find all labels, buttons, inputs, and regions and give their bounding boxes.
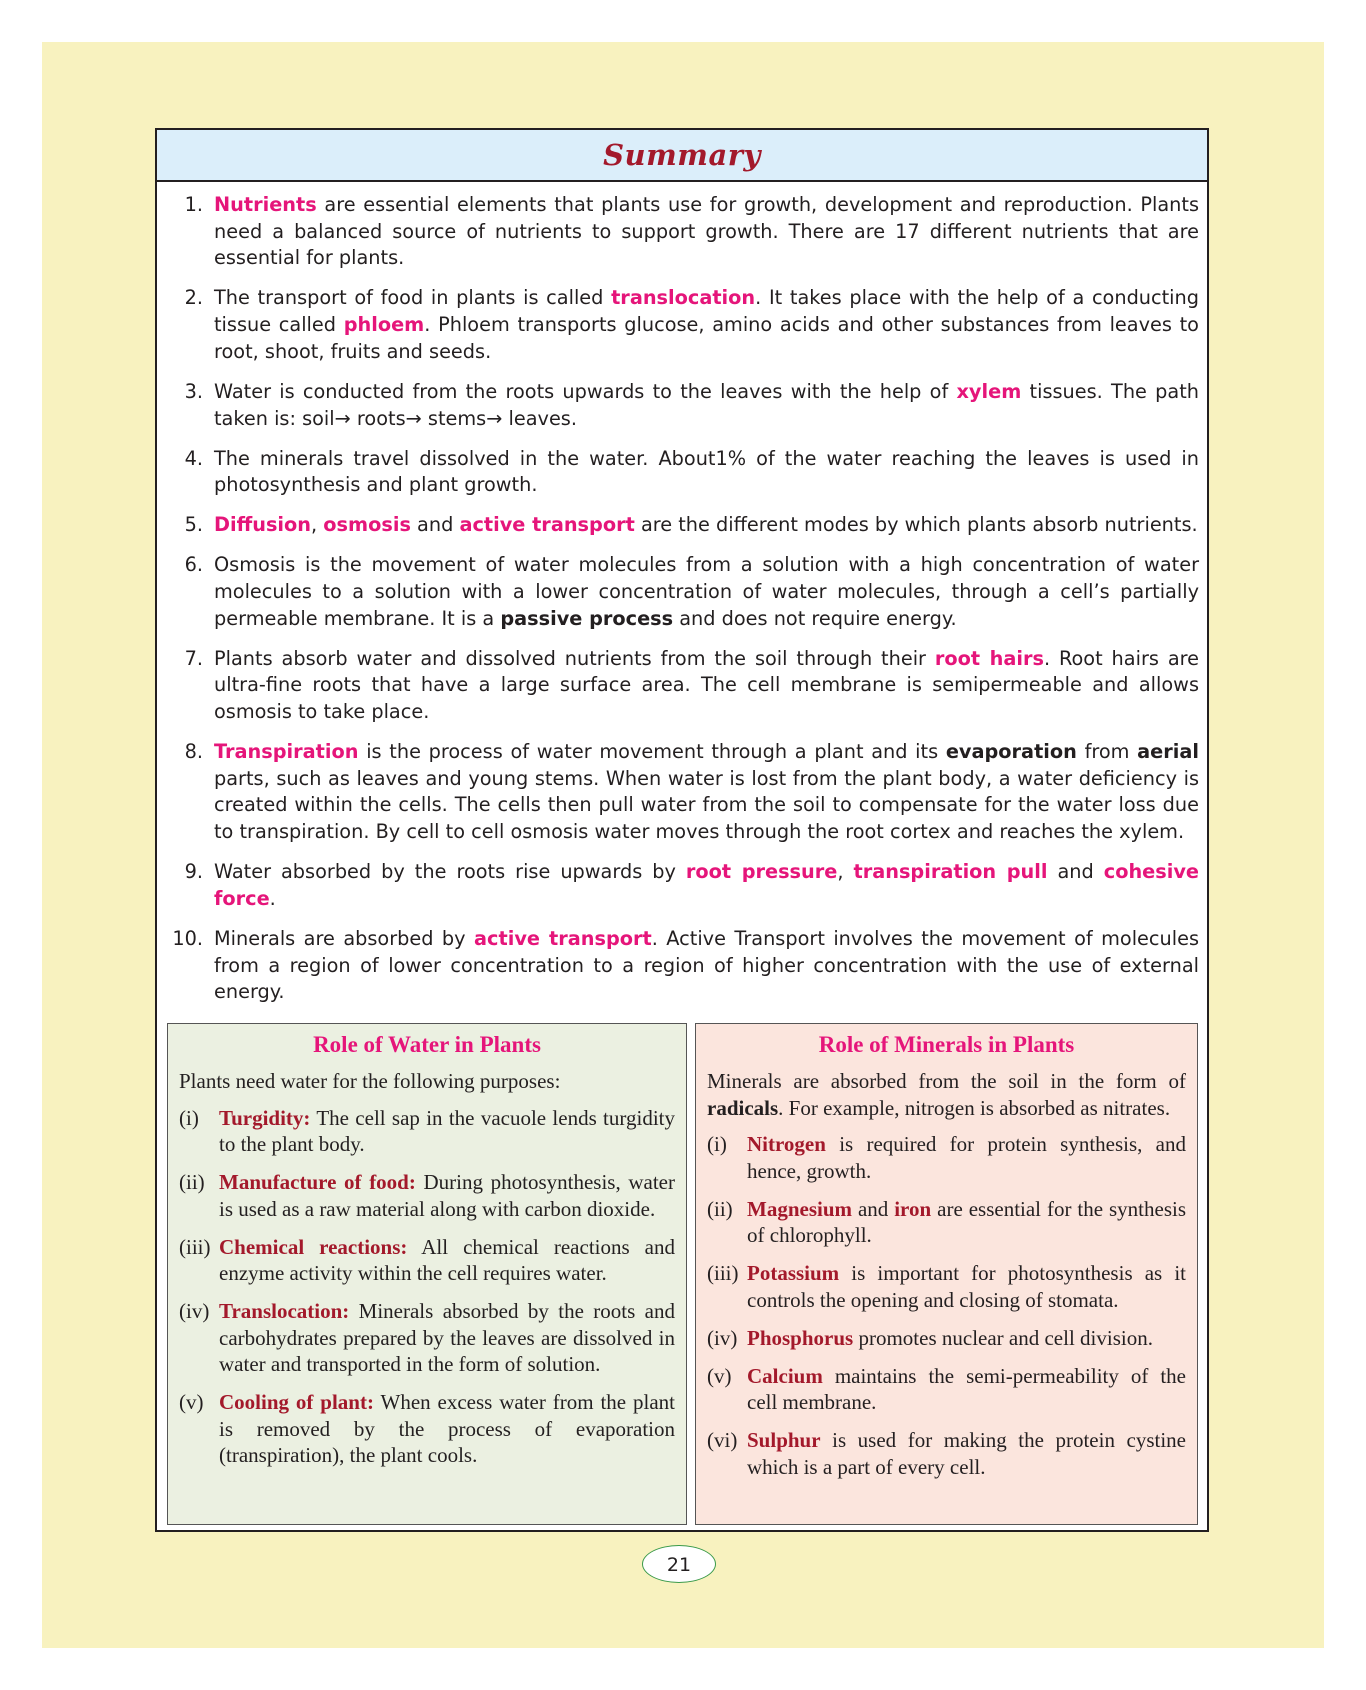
body-text: Minerals are absorbed by (214, 926, 475, 950)
body-text: and does not require energy. (673, 606, 957, 630)
roman-numeral: (iv) (179, 1299, 210, 1323)
roman-numeral: (iii) (179, 1234, 211, 1259)
key-term: Potassium (747, 1261, 840, 1285)
key-term: active transport (474, 926, 652, 950)
key-term: Chemical reactions: (219, 1234, 408, 1259)
water-box-heading: Role of Water in Plants (313, 1032, 541, 1057)
item-number: 3. (184, 379, 203, 403)
key-term: Magnesium (747, 1196, 852, 1221)
minerals-box-heading: Role of Minerals in Plants (818, 1032, 1075, 1057)
body-text: Plants absorb water and dissolved nutrients from the soil through their (214, 646, 935, 670)
roman-numeral: (v) (707, 1363, 732, 1388)
summary-item (167, 739, 1199, 846)
roman-numeral: (i) (179, 1105, 199, 1130)
body-text: from (1076, 740, 1138, 764)
body-text: Water absorbed by the roots rise upwards by (214, 860, 686, 884)
role-item (707, 1325, 1186, 1352)
key-term: Sulphur (747, 1428, 821, 1452)
summary-list (157, 182, 1207, 1006)
role-item (179, 1234, 675, 1287)
body-text: and (410, 513, 460, 537)
role-item (707, 1260, 1186, 1313)
roman-numeral: (v) (179, 1390, 204, 1414)
roman-numeral: (iv) (707, 1325, 738, 1350)
body-text: . Root hairs are ultra-fine roots that have a large surface area. The cell membrane is semipermeable and allows osmosis to take place. (214, 646, 1199, 724)
key-term: Transpiration (214, 740, 359, 764)
role-item (707, 1363, 1186, 1416)
water-role-box (167, 1023, 687, 1525)
key-term: Phosphorus (747, 1325, 854, 1350)
key-term: Nutrients (214, 193, 317, 216)
bold-term: aerial (1137, 740, 1199, 764)
summary-item (167, 646, 1199, 726)
key-term: Manufacture of food: (219, 1170, 416, 1194)
key-term: active transport (459, 513, 635, 537)
minerals-role-list (707, 1131, 1186, 1480)
body-text: . For example, nitrogen is absorbed as nitrates. (778, 1095, 1171, 1120)
body-text: is important for photosynthesis as it controls the opening and closing of stomata. (747, 1261, 1186, 1312)
summary-item (167, 285, 1199, 365)
key-term: xylem (956, 379, 1022, 403)
body-text: . Phloem transports glucose, amino acids and other substances from leaves to root, shoot, fruits and seeds. (214, 313, 1199, 363)
key-term: Turgidity: (219, 1105, 311, 1130)
role-item (179, 1105, 675, 1158)
key-term: root hairs (934, 646, 1044, 670)
body-text: are essential for the synthesis of chlorophyll. (747, 1196, 1187, 1247)
roman-numeral: (iii) (707, 1261, 739, 1285)
item-number: 7. (184, 646, 203, 670)
body-text: Minerals absorbed by the roots and carbohydrates prepared by the leaves are dissolved in water and transported in the form of solution. (219, 1299, 675, 1376)
key-term: transpiration pull (853, 860, 1048, 884)
item-number: 2. (184, 286, 203, 310)
body-text: . It takes place with the help of a conducting tissue called (214, 286, 1200, 337)
roman-numeral: (i) (707, 1132, 727, 1156)
body-text: The transport of food in plants is called (214, 286, 612, 310)
item-number: 4. (184, 446, 203, 470)
summary-item (167, 379, 1199, 432)
body-text: promotes nuclear and cell division. (853, 1325, 1153, 1350)
body-text: and (852, 1196, 895, 1221)
key-term: Calcium (747, 1363, 823, 1388)
summary-item (167, 552, 1199, 632)
water-box-intro (179, 1068, 675, 1095)
body-text: is required for protein synthesis, and hence, growth. (747, 1132, 1186, 1183)
bold-term: passive process (500, 606, 674, 630)
body-text: is used for making the protein cystine which is a part of every cell. (747, 1428, 1186, 1479)
key-term: phloem (343, 313, 425, 337)
role-item (707, 1131, 1186, 1184)
item-number: 6. (184, 553, 203, 577)
body-text: During photosynthesis, water is used as a raw material along with carbon dioxide. (219, 1170, 675, 1221)
body-text: Plants need water for the following purposes: (179, 1069, 561, 1093)
summary-item (167, 512, 1199, 539)
summary-item (167, 926, 1199, 1006)
body-text: All chemical reactions and enzyme activity within the cell requires water. (219, 1234, 675, 1285)
body-text: are essential elements that plants use for growth, development and reproduction. Plants need a balanced source of nutrients to support growth. There are 17 different nutrients that are essential for plants. (214, 193, 1199, 270)
role-item (707, 1196, 1186, 1249)
key-term: cohesive force (214, 860, 1199, 910)
item-number: 5. (184, 513, 203, 537)
minerals-role-box (695, 1023, 1198, 1525)
role-item (179, 1169, 675, 1222)
body-text: , (837, 860, 854, 884)
role-item (179, 1389, 675, 1469)
body-text: are the different modes by which plants absorb nutrients. (634, 513, 1198, 537)
key-term: Cooling of plant: (219, 1390, 374, 1414)
body-text: maintains the semi-permeability of the cell membrane. (747, 1363, 1186, 1414)
key-term: translocation (611, 286, 756, 310)
role-item (707, 1427, 1186, 1480)
roman-numeral: (ii) (179, 1170, 205, 1194)
body-text: Minerals are absorbed from the soil in the form of (707, 1069, 1186, 1093)
summary-item (167, 192, 1199, 272)
summary-item (167, 446, 1199, 499)
minerals-box-intro (707, 1068, 1186, 1121)
bold-term: evaporation (945, 740, 1077, 764)
body-text: Water is conducted from the roots upwards to the leaves with the help of (214, 379, 957, 403)
water-role-list (179, 1105, 675, 1469)
body-text: Osmosis is the movement of water molecules from a solution with a high concentration of water molecules to a solution with a lower concentration of water molecules, through a cell’s partially permeable membrane. It is a (214, 553, 1199, 630)
body-text: is the process of water movement through a plant and its (358, 740, 946, 764)
bold-term: radicals (707, 1095, 779, 1120)
role-item (179, 1298, 675, 1378)
summary-item (167, 859, 1199, 912)
key-term: osmosis (323, 513, 411, 537)
page-number: 21 (642, 1545, 716, 1583)
body-text: and (1047, 860, 1104, 884)
key-term: Nitrogen (747, 1132, 826, 1156)
item-number: 1. (184, 193, 203, 216)
info-boxes (167, 1023, 1199, 1523)
item-number: 10. (172, 926, 203, 950)
summary-frame (155, 128, 1209, 1532)
body-text: . Active Transport involves the movement of molecules from a region of lower concentration to a region of higher concentration with the use of external energy. (214, 926, 1200, 1004)
body-text: . (269, 886, 276, 910)
body-text: tissues. The path taken is: soil→ roots→ stems→ leaves. (214, 379, 1199, 430)
key-term: Translocation: (219, 1299, 350, 1323)
item-number: 9. (184, 860, 203, 884)
key-term: iron (894, 1196, 932, 1221)
item-number: 8. (184, 740, 203, 764)
key-term: root pressure (685, 860, 838, 884)
body-text: The minerals travel dissolved in the water. About1% of the water reaching the leaves is used in photosynthesis and plant growth. (214, 446, 1199, 497)
roman-numeral: (ii) (707, 1196, 733, 1221)
body-text: The cell sap in the vacuole lends turgidity to the plant body. (219, 1105, 675, 1156)
body-text: parts, such as leaves and young stems. When water is lost from the plant body, a water deficiency is created within the cells. The cells then pull water from the soil to compensate for the water loss due to transpiration. By cell to cell osmosis water moves through the root cortex and reaches the xylem. (214, 766, 1199, 844)
body-text: , (311, 513, 324, 537)
key-term: Diffusion (214, 513, 312, 537)
body-text: When excess water from the plant is removed by the process of evaporation (transpiration), the plant cools. (219, 1390, 676, 1467)
summary-title: Summary (157, 130, 1207, 182)
roman-numeral: (vi) (707, 1428, 738, 1452)
